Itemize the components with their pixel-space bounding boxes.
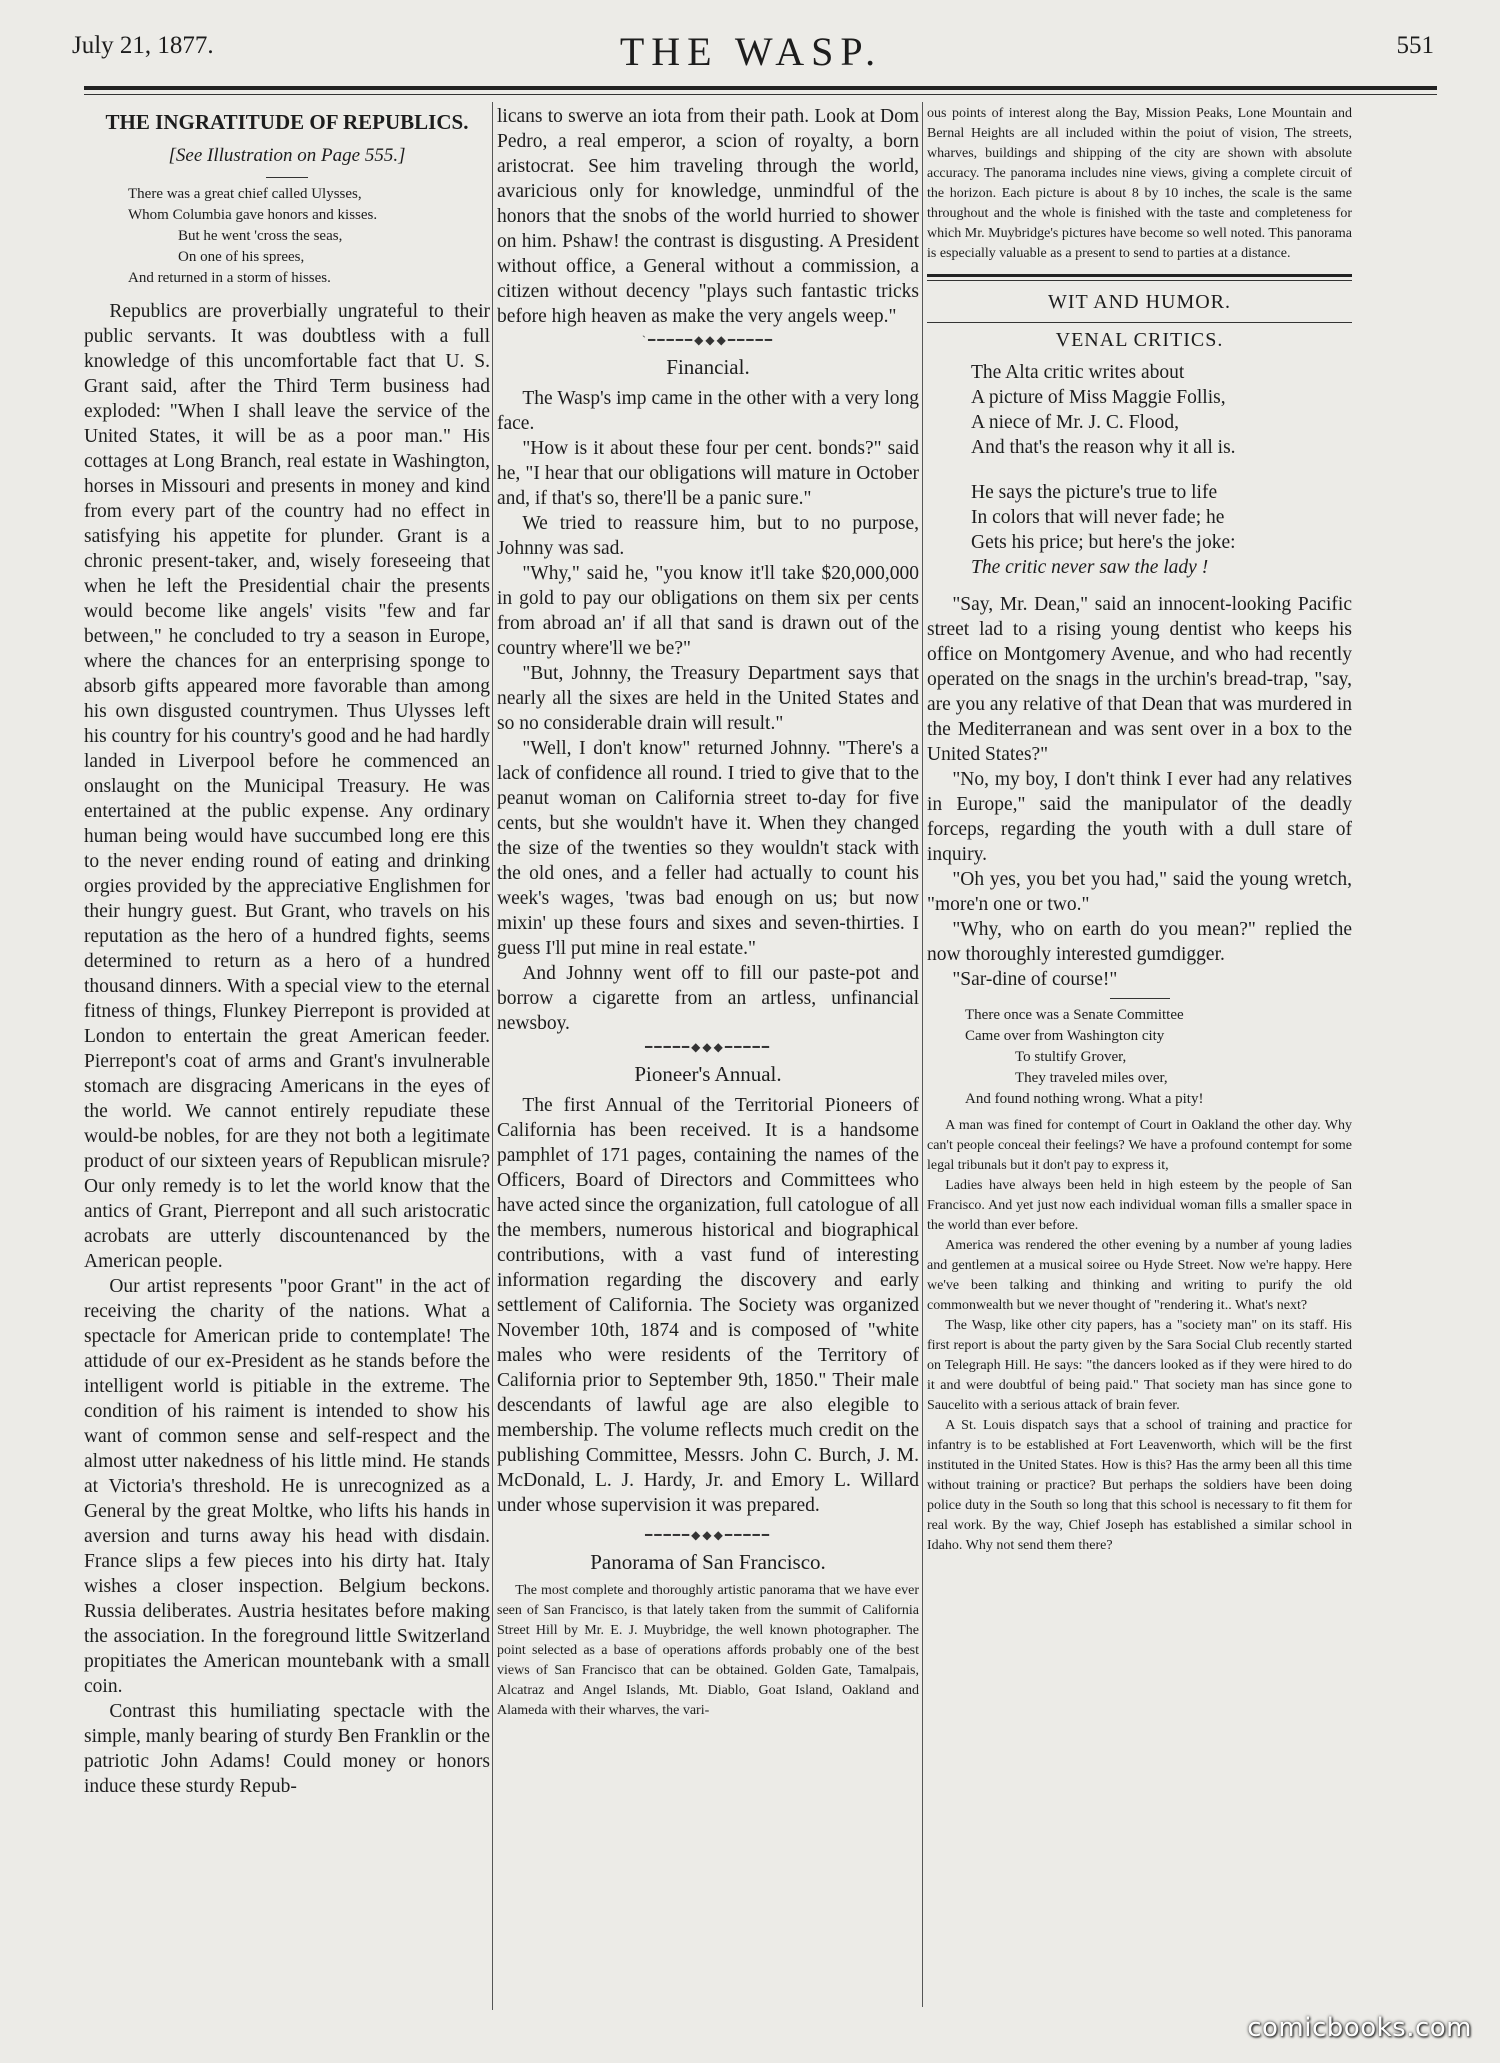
verse-line: There once was a Senate Committee xyxy=(965,1007,1184,1023)
humor-item: A St. Louis dispatch says that a school of training and practice for infantry is to be established at Fort Leavenworth, which will be the first instituted in the United States. How is this? Has the army been all this time without training or practice? But perhaps the soldiers have been doing police duty in the South so long that this school is necessary to fit them for real work. By the way, Chief Joseph has established a similar school in Idaho. Why not send them there? xyxy=(927,1418,1352,1553)
ornament-divider: `━━━━━◆◆◆━━━━━ xyxy=(642,333,774,347)
paragraph: "No, my boy, I don't think I ever had any relatives in Europe," said the manipulator of the deadly forceps, regarding the youth with a dull stare of inquiry. xyxy=(927,769,1352,865)
short-rule xyxy=(266,177,308,178)
poem-line: The critic never saw the lady ! xyxy=(971,557,1209,578)
verse-line: They traveled miles over, xyxy=(1015,1070,1168,1086)
section-heading-panorama: Panorama of San Francisco. xyxy=(590,1550,826,1574)
column-1 xyxy=(84,104,490,2009)
verse-line: Whom Columbia gave honors and kisses. xyxy=(128,207,378,223)
section-heading-wit: WIT AND HUMOR. xyxy=(1047,291,1232,313)
column-divider xyxy=(922,102,923,2007)
double-rule xyxy=(927,274,1352,281)
paragraph: The Wasp's imp came in the other with a very long face. xyxy=(497,388,919,434)
poem-line: And that's the reason why it all is. xyxy=(971,437,1236,458)
header-rule-thick xyxy=(84,86,1437,90)
column-3 xyxy=(927,104,1352,2009)
humor-item: The Wasp, like other city papers, has a "society man" on its staff. His first report is about the party given by the Sara Social Club recently started on Telegraph Hill. He says: "the dancers looked as if they were hired to do it and were doubtful of being paid." That society man has since gone to Saucelito with a serious attack of brain fever. xyxy=(927,1318,1352,1413)
page-number: 551 xyxy=(1396,32,1434,59)
paragraph: licans to swerve an iota from their path. Look at Dom Pedro, a real emperor, a scion of royalty, a born aristocrat. See him traveling through the world, avaricious only for knowledge, unmindful of the honors that the snobs of the world hurried to shower on him. Pshaw! the contrast is disgusting. A President without office, a General without a commission, a citizen without decency "plays such fantastic tricks before high heaven as make the very angels weep." xyxy=(497,106,919,327)
poem-line: A picture of Miss Maggie Follis, xyxy=(971,387,1226,408)
paragraph: "Why," said he, "you know it'll take $20,000,000 in gold to pay our obligations on them six per cents from abroad an' if all that sand is drawn out of the country where'll we be?" xyxy=(497,563,919,659)
section-heading-venal: VENAL CRITICS. xyxy=(1055,329,1224,351)
paragraph: The first Annual of the Territorial Pioneers of California has been received. It is a handsome pamphlet of 171 pages, containing the names of the Officers, Board of Directors and Committees who have acted since the organization, full catologue of all the members, numerous historical and biographical contributions, with a vast fund of interesting information regarding the discovery and early settlement of California. The Society was organized November 10th, 1874 and is composed of "white males who were residents of the Territory of California prior to September 9th, 1850." Their male descendants of lawful age are also elegible to membership. The volume reflects much credit on the publishing Committee, Messrs. John C. Burch, J. M. McDonald, L. J. Hardy, Jr. and Emory L. Willard under whose supervision it was prepared. xyxy=(497,1095,919,1516)
paragraph: We tried to reassure him, but to no purpose, Johnny was sad. xyxy=(497,513,919,559)
page-header xyxy=(64,28,1438,76)
rule xyxy=(927,322,1352,323)
short-rule xyxy=(1110,998,1170,999)
poem-line: Gets his price; but here's the joke: xyxy=(971,532,1236,553)
verse-line: There was a great chief called Ulysses, xyxy=(128,186,362,202)
article-title-ingratitude: THE INGRATITUDE OF REPUBLICS. xyxy=(105,110,469,134)
senate-verse xyxy=(965,1005,1352,1110)
paragraph: The most complete and thoroughly artistic panorama that we have ever seen of San Francisco, is that lately taken from the summit of California Street Hill by Mr. E. J. Muybridge, the well known photographer. The point selected as a base of operations affords probably one of the best views of San Francisco that can be obtained. Golden Gate, Tamalpais, Alcatraz and Angel Islands, Mt. Diablo, Goat Island, Oakland and Alameda with their wharves, the vari- xyxy=(497,1583,919,1718)
poem-line: In colors that will never fade; he xyxy=(971,507,1225,528)
paragraph: ous points of interest along the Bay, Mission Peaks, Lone Mountain and Bernal Heights are all included within the poiut of vision, The streets, wharves, buildings and shipping of the city are shown with absolute accuracy. The panorama includes nine views, giving a complete circuit of the horizon. Each picture is about 8 by 10 inches, the scale is the same throughout and the whole is finished with the taste and completeness for which Mr. Muybridge's pictures have become so well noted. This panorama is especially valuable as a present to send to parties at a distance. xyxy=(927,106,1352,261)
paragraph: "Say, Mr. Dean," said an innocent-looking Pacific street lad to a rising young dentist who keeps his office on Montgomery Avenue, and who had recently operated on the snags in the urchin's bread-trap, "say, are you any relative of that Dean that was murdered in the Mediterranean and was sent over in a box to the United States?" xyxy=(927,594,1352,765)
humor-item: America was rendered the other evening by a number af young ladies and gentlemen at a musical soiree ou Hyde Street. Now we're happy. Here we've been talking and thinking and writing to purify the old commonwealth but we never thought of "rendering it.. What's next? xyxy=(927,1238,1352,1313)
paragraph: "But, Johnny, the Treasury Department says that nearly all the sixes are held in the United States and so no considerable drain will result." xyxy=(497,663,919,734)
humor-item: Ladies have always been held in high esteem by the people of San Francisco. And yet just now each individual woman fills a smaller space in the world than ever before. xyxy=(927,1178,1352,1233)
verse-line: Came over from Washington city xyxy=(965,1028,1165,1044)
ornament-divider: ━━━━━◆◆◆━━━━━ xyxy=(645,1528,771,1542)
paragraph: Republics are proverbially ungrateful to their public servants. It was doubtless with a full knowledge of this uncomfortable fact that U. S. Grant said, after the Third Term business had exploded: "When I shall leave the service of the United States, it will be as a poor man." His cottages at Long Branch, real estate in Washington, horses in Missouri and presents in money and kind from every part of the country had no effect in satisfying his appetite for plunder. Grant is a chronic present-taker, and, wisely foreseeing that when he left the Presidential chair the presents would become like angels' visits "few and far between," he concluded to try a season in Europe, where the chances for an enterprising sponge to absorb gifts appeared more favorable than among his own disgusted countrymen. Thus Ulysses left his country for his country's good and he had hardly landed in Liverpool before he commenced an onslaught on the Municipal Treasury. He was entertained at the public expense. Any ordinary human being would have succumbed long ere this to the never ending round of eating and drinking orgies provided by the appreciative Englishmen for their hungry guest. But Grant, who travels on his reputation as the hero of a hundred fights, seems determined to return as a hero of a hundred thousand dinners. With a special view to the eternal fitness of things, Flunkey Pierrepont is provided at London to entertain the great American feeder. Pierrepont's coat of arms and Grant's invulnerable stomach are disgracing Americans in the eyes of the world. We cannot entirely repudiate these would-be nobles, for are they not both a legitimate product of our sixteen years of Republican misrule? Our only remedy is to let the world know that the antics of Grant, Pierrepont and all such aristocratic acrobats are utterly discountenanced by the American people. xyxy=(84,301,490,1272)
paragraph: "How is it about these four per cent. bonds?" said he, "I hear that our obligations will mature in October and, if that's so, there'll be a panic sure." xyxy=(497,438,919,509)
ornament-divider: ━━━━━◆◆◆━━━━━ xyxy=(645,1040,771,1054)
verse-line: On one of his sprees, xyxy=(178,249,305,265)
site-watermark: comicbooks.com xyxy=(1247,2013,1472,2043)
column-divider xyxy=(492,102,493,2010)
paragraph: "Oh yes, you bet you had," said the young wretch, "more'n one or two." xyxy=(927,869,1352,915)
section-heading-financial: Financial. xyxy=(666,355,750,379)
header-rule-thin xyxy=(84,94,1437,95)
paragraph: "Well, I don't know" returned Johnny. "There's a lack of confidence all round. I tried to give that to the peanut woman on California street to-day for five cents, but she wouldn't have it. When they changed the size of the twenties so they wouldn't stack with the old ones, and a feller had actually to count his week's wages, 'twas bad enough on us; but now mixin' up these fours and sixes and seven-thirties. I guess I'll put mine in real estate." xyxy=(497,738,919,959)
verse-line: But he went 'cross the seas, xyxy=(178,228,343,244)
epigraph-verse xyxy=(128,184,490,289)
poem xyxy=(971,360,1352,580)
masthead-title: THE WASP. xyxy=(619,29,883,74)
section-heading-pioneers: Pioneer's Annual. xyxy=(634,1062,782,1086)
humor-item: A man was fined for contempt of Court in Oakland the other day. Why can't people conceal their feelings? We have a profound contempt for some legal tribunals but it don't pay to express it, xyxy=(927,1118,1352,1173)
column-2 xyxy=(497,104,919,2009)
illustration-reference: [See Illustration on Page 555.] xyxy=(168,145,406,166)
issue-date: July 21, 1877. xyxy=(72,32,214,59)
paragraph: Our artist represents "poor Grant" in the act of receiving the charity of the nations. What a spectacle for American pride to contemplate! The attidude of our ex-President as he stands before the intelligent world is pitiable in the extreme. The condition of his raiment is intended to show his want of common sense and self-respect and the almost utter nakedness of his little mind. He stands at Victoria's threshold. He is unrecognized as a General by the great Moltke, who lifts his hands in aversion and turns away his head with disdain. France slips a few pieces into his dirty hat. Italy wishes a closer inspection. Belgium beckons. Russia deliberates. Austria hesitates before making the association. In the foreground little Switzerland propitiates the American mountebank with a small coin. xyxy=(84,1276,490,1697)
paragraph: Contrast this humiliating spectacle with the simple, manly bearing of sturdy Ben Franklin or the patriotic John Adams! Could money or honors induce these sturdy Repub- xyxy=(84,1701,490,1797)
poem-line: A niece of Mr. J. C. Flood, xyxy=(971,412,1179,433)
verse-line: And found nothing wrong. What a pity! xyxy=(965,1091,1204,1107)
poem-line: The Alta critic writes about xyxy=(971,362,1185,383)
paragraph: "Why, who on earth do you mean?" replied the now thoroughly interested gumdigger. xyxy=(927,919,1352,965)
verse-line: To stultify Grover, xyxy=(1015,1049,1127,1065)
poem-line: He says the picture's true to life xyxy=(971,482,1218,503)
verse-line: And returned in a storm of hisses. xyxy=(128,270,331,286)
paragraph: "Sar-dine of course!" xyxy=(952,969,1118,990)
paragraph: And Johnny went off to fill our paste-pot and borrow a cigarette from an artless, unfinancial newsboy. xyxy=(497,963,919,1034)
